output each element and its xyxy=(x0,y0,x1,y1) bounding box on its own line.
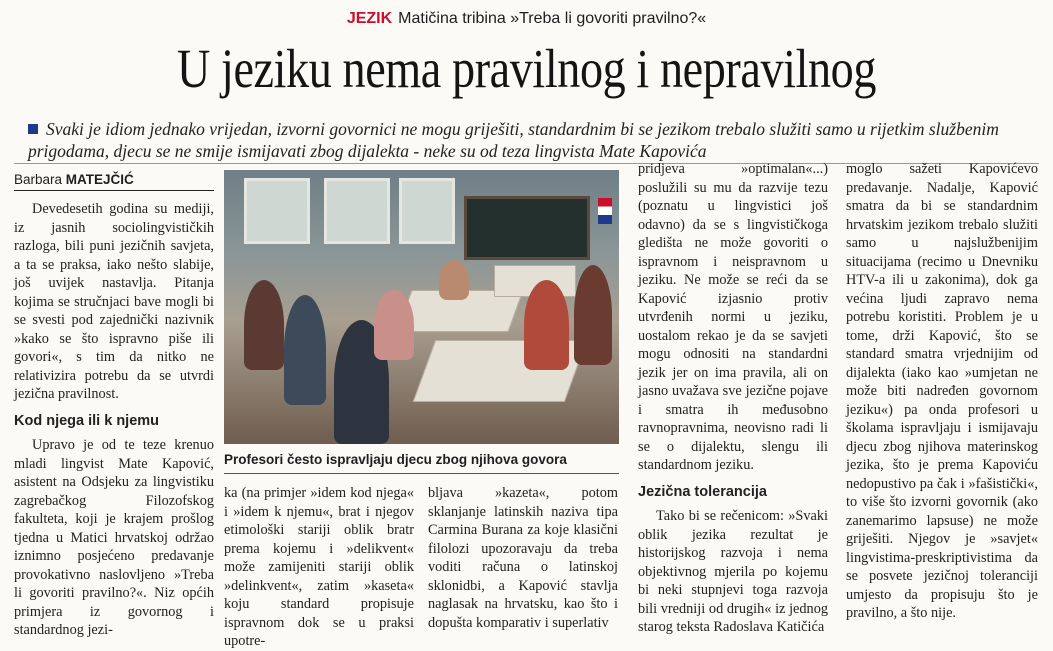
caption-divider xyxy=(224,473,619,474)
square-bullet-icon xyxy=(28,124,38,134)
lead-text: Svaki je idiom jednako vrijedan, izvorni govornici ne mogu griješiti, standardnim bi se jezikom trebalo služiti samo u rijetkim službenim prigodama, djecu se ne smije ismijavati zbog dijalekta - neke su od teza lingvista Mate Kapovića xyxy=(28,119,999,161)
subheading-kod-njega: Kod njega ili k njemu xyxy=(14,412,160,429)
paragraph: Devedesetih godina su mediji, iz jasnih sociolingvističkih razloga, bili puni jezičnih savjeta, a ta se praksa, iako nešto slabije, još uvijek nastavlja. Pitanja kojima se stručnjaci bave mogli bi se svesti pod zajednički nazivnik »kako se što ispravno piše ili govori«, s tim da nitko ne relativizira potrebu da se utvrdi jezična pravilnost. xyxy=(14,201,214,402)
photo-child xyxy=(284,295,326,405)
paragraph: Upravo je od te teze krenuo mladi lingvist Mate Kapović, asistent na Odsjeku za lingvistiku zagrebačkog Filozofskog fakulteta, koji je krajem prošlog tjedna u Matici hrvatskoj održao iznimno posjećeno predavanje provokativno naslovljeno »Treba li govoriti pravilno?«. Niz općih primjera iz govornog i standardnog jezi- xyxy=(14,437,214,638)
photo-child xyxy=(374,290,414,360)
photo-child xyxy=(524,280,569,370)
classroom-photo xyxy=(224,170,619,444)
photo-child xyxy=(574,265,612,365)
paragraph: bljava »kazeta«, potom sklanjanje latinskih naziva tipa Carmina Burana za koje klasični filolozi upozoravaju da treba voditi računa o latinskoj sklonidbi, a Kapović stavlja naglasak na hrvatsku, kao što i dopušta komparativ i superlativ xyxy=(428,485,618,631)
photo-flag xyxy=(598,198,612,224)
photo-child xyxy=(244,280,284,370)
paragraph: pridjeva »optimalan«...) poslužili su mu da razvije tezu (poznatu u lingvistici još odavno) da se s lingvističkoga gledišta ne može govoriti o ispravnom i neispravnom u jeziku. Ne može se reći da se Kapović izjasnio protiv utvrđenih normi u jeziku, uostalom rekao je da se savjeti mogu odnositi na standardni jezik jer on ima pravila, ali on jasno uvažava sve jezične pojave i smatra ih međusobno ravnopravnima, neovisno radi li se o dijalektu, slengu ili standardnom jeziku. xyxy=(638,161,828,473)
paragraph: ka (na primjer »idem kod njega« i »idem k njemu«, brat i njegov etimološki stariji oblik bratr prema kojemu i »delikvent« može zamijeniti stariji oblik »delinkvent«, zatim »kaseta« koju standard propisuje ispravnom dok se u praksi upotre- xyxy=(224,485,414,649)
author-first-name: Barbara xyxy=(14,172,63,187)
photo-child xyxy=(439,260,469,300)
article-column-3 xyxy=(428,484,618,640)
photo-caption: Profesori često ispravljaju djecu zbog njihova govora xyxy=(224,452,567,467)
section-category: JEZIK xyxy=(346,10,393,27)
byline xyxy=(14,172,214,191)
headline: U jeziku nema pravilnog i nepravilnog xyxy=(176,38,877,99)
author-last-name: MATEJČIĆ xyxy=(65,172,134,187)
paragraph: moglo sažeti Kapovićevo predavanje. Nadalje, Kapović smatra da bi se standardnim hrvatskim jezikom trebalo služiti samo u najslužbenijim situacijama (recimo u Dnevniku HTV-a ili u zakonima), dok ga većina ljudi zapravo nema potrebu koristiti. Problem je u tome, drži Kapović, što se standard smatra vrjednijim od dijalekta (iako kao »umjetan ne može biti nadređen govornom jeziku«) pa onda profesori u školama ispravljaju i ismijavaju djecu zbog njihova materinskog jezika, što je prema Kapoviću nedopustivo pa čak i »fašistički«, to više što izvorni govornik (ako zanemarimo lapsuse) ne može griješiti. Njegov je »savjet« lingvistima-preskriptivistima da se posvete jezičnoj toleranciji umjesto da propisuju što je pravilno, a što nije. xyxy=(846,161,1038,621)
photo-window xyxy=(324,178,390,244)
lead-paragraph xyxy=(28,118,1038,162)
section-kicker xyxy=(0,10,1053,28)
article-column-4 xyxy=(638,160,828,640)
article-column-2 xyxy=(224,484,414,649)
kicker-text: Matičina tribina »Treba li govoriti pravilno?« xyxy=(398,10,707,27)
photo-window xyxy=(244,178,310,244)
photo-window xyxy=(399,178,455,244)
article-column-5 xyxy=(846,160,1038,640)
photo-blackboard xyxy=(464,196,590,260)
paragraph: Tako bi se rečenicom: »Svaki oblik jezika rezultat je historijskog razvoja i nema objektivnog mjerila po kojemu bi neki stupnjevi toga razvoja bili vredniji od drugih« iz jednog starog teksta Radoslava Katičića xyxy=(638,508,828,635)
subheading-jezicna-tolerancija: Jezična tolerancija xyxy=(638,483,767,500)
article-column-1 xyxy=(14,200,214,640)
